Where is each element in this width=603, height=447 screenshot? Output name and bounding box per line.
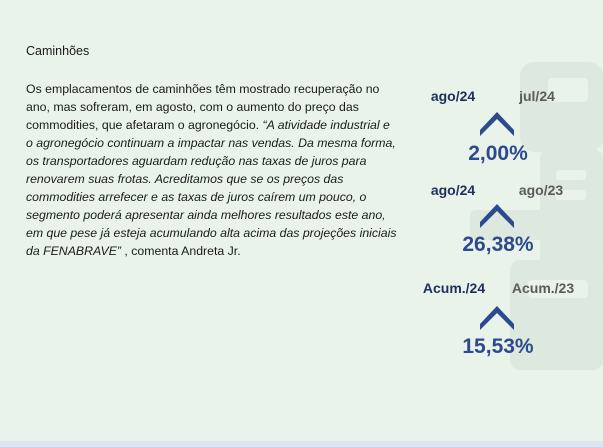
stat-previous-label: jul/24 bbox=[519, 88, 555, 104]
intro-text: Os emplacamentos de caminhões têm mostrado recuperação no ano, mas sofreram, em agosto, com o aumento do preço das commodities, que afetaram o agronegócio. bbox=[26, 82, 380, 132]
section-title: Caminhões bbox=[26, 44, 90, 58]
stat-current-label: Acum./24 bbox=[422, 280, 486, 296]
stat-value: 15,53% bbox=[462, 335, 534, 358]
stat-monthly bbox=[400, 86, 600, 186]
up-chevron-icon bbox=[480, 202, 514, 228]
stat-value: 2,00% bbox=[468, 142, 528, 165]
stat-previous-label: Acum./23 bbox=[511, 280, 575, 296]
stat-accumulated bbox=[400, 278, 600, 378]
up-chevron-icon bbox=[480, 304, 514, 330]
stat-yearly bbox=[400, 180, 600, 280]
bottom-strip bbox=[0, 441, 603, 447]
up-chevron-icon bbox=[480, 110, 514, 136]
quote-text: “A atividade industrial e o agronegócio continuam a impactar nas vendas. Da mesma forma, os transportadores aguardam redução nas taxas de juros para renovarem suas frotas. Acreditamos que se os preços das commodities arrefecer e as taxas de juros caírem um pouco, o segmento poderá apresentar ainda melhores resultados este ano, em que pese já esteja acumulando alta acima das projeções iniciais da FENABRAVE” bbox=[26, 118, 397, 258]
stat-current-label: ago/24 bbox=[430, 88, 476, 104]
attribution-text: , comenta Andreta Jr. bbox=[121, 244, 241, 258]
body-paragraph bbox=[26, 80, 398, 260]
stat-value: 26,38% bbox=[462, 233, 534, 256]
stat-current-label: ago/24 bbox=[430, 182, 476, 198]
stat-previous-label: ago/23 bbox=[518, 182, 564, 198]
